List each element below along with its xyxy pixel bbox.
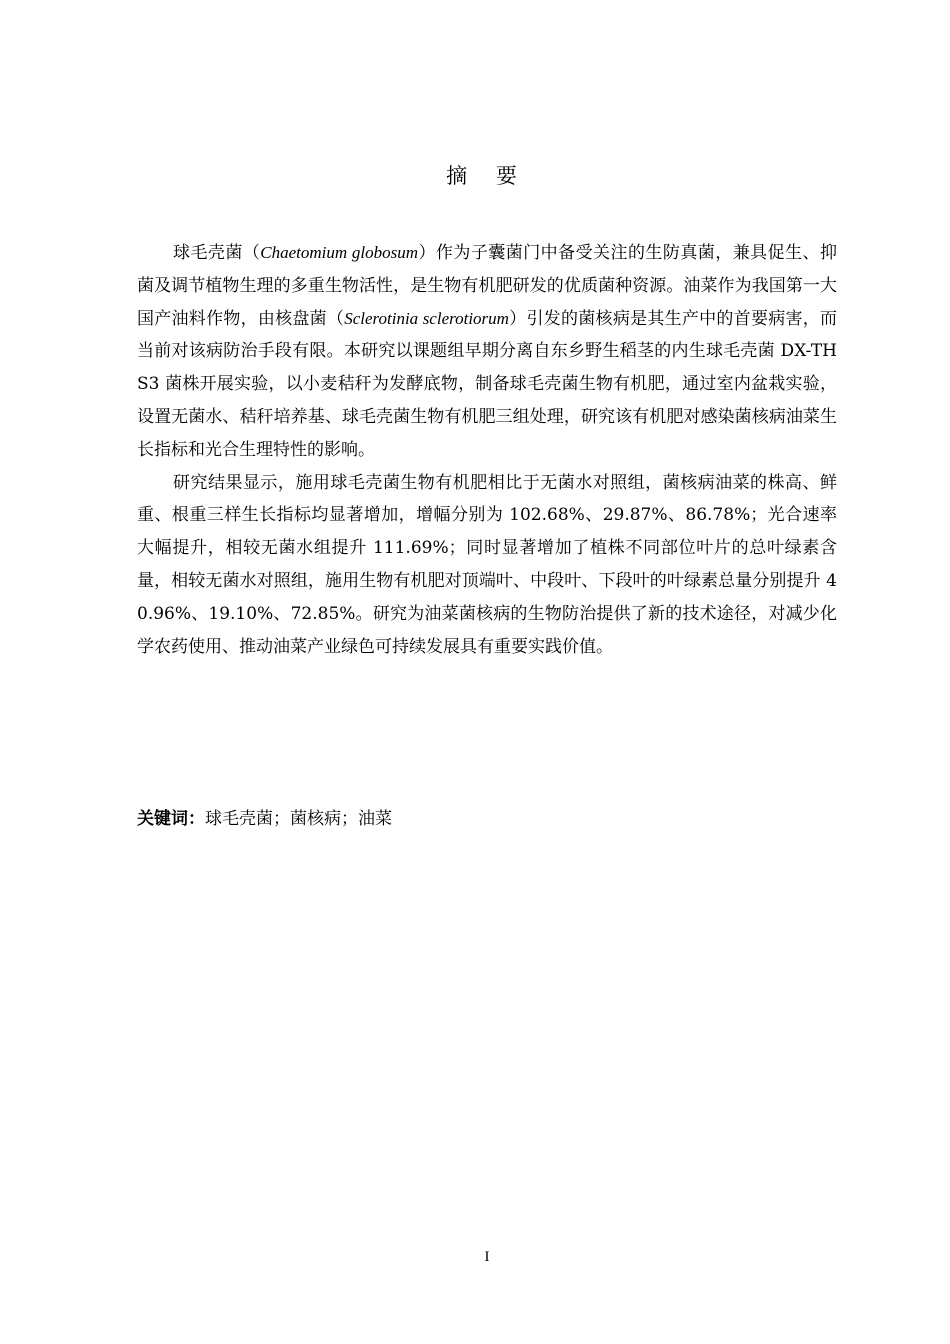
paragraph-text: ）引发的菌核病是其生产中的首要病害，而当前对该病防治手段有限。本研究以课题组早期分离自东乡野生稻茎的内生球毛壳菌 DX-THS3 菌株开展实验，以小麦秸秆为发酵底物，制备球毛壳菌生物有机肥，通过室内盆栽实验，设置无菌水、秸秆培养基、球毛壳菌生物有机肥三组处理，研究该有机肥对感染菌核病油菜生长指标和光合生理特性的影响。 [137, 308, 838, 460]
abstract-body [137, 237, 837, 663]
abstract-paragraph-1 [137, 237, 837, 467]
paragraph-text: ）作为子囊菌门中备受关注的生防真菌，兼具促生、抑菌及调节植物生理的多重生物活性，是生物有机肥研发的优质菌种资源。油菜作为我国第一大国产油料作物，由核盘菌（ [137, 243, 838, 329]
page-number: I [484, 1249, 490, 1265]
abstract-paragraph-2 [137, 467, 837, 664]
abstract-title: 摘 要 [446, 164, 528, 188]
paragraph-text: 研究结果显示，施用球毛壳菌生物有机肥相比于无菌水对照组，菌核病油菜的株高、鲜重、根重三样生长指标均显著增加，增幅分别为 102.68%、29.87%、86.78%；光合速率大幅提升，相较无菌水组提升 111.69%；同时显著增加了植株不同部位叶片的总叶绿素含量，相较无菌水对照组，施用生物有机肥对顶端叶、中段叶、下段叶的叶绿素总量分别提升 40.96%、19.10%、72.85%。研究为油菜菌核病的生物防治提供了新的技术途径，对减少化学农药使用、推动油菜产业绿色可持续发展具有重要实践价值。 [137, 472, 837, 657]
species-name-chaetomium: Chaetomium globosum [260, 243, 419, 262]
keywords-label: 关键词： [137, 809, 205, 829]
species-name-sclerotinia: Sclerotinia sclerotiorum [344, 308, 509, 328]
keywords-line [137, 805, 837, 833]
keywords-value: 球毛壳菌；菌核病；油菜 [205, 809, 392, 829]
paragraph-text: 球毛壳菌（ [173, 243, 261, 263]
